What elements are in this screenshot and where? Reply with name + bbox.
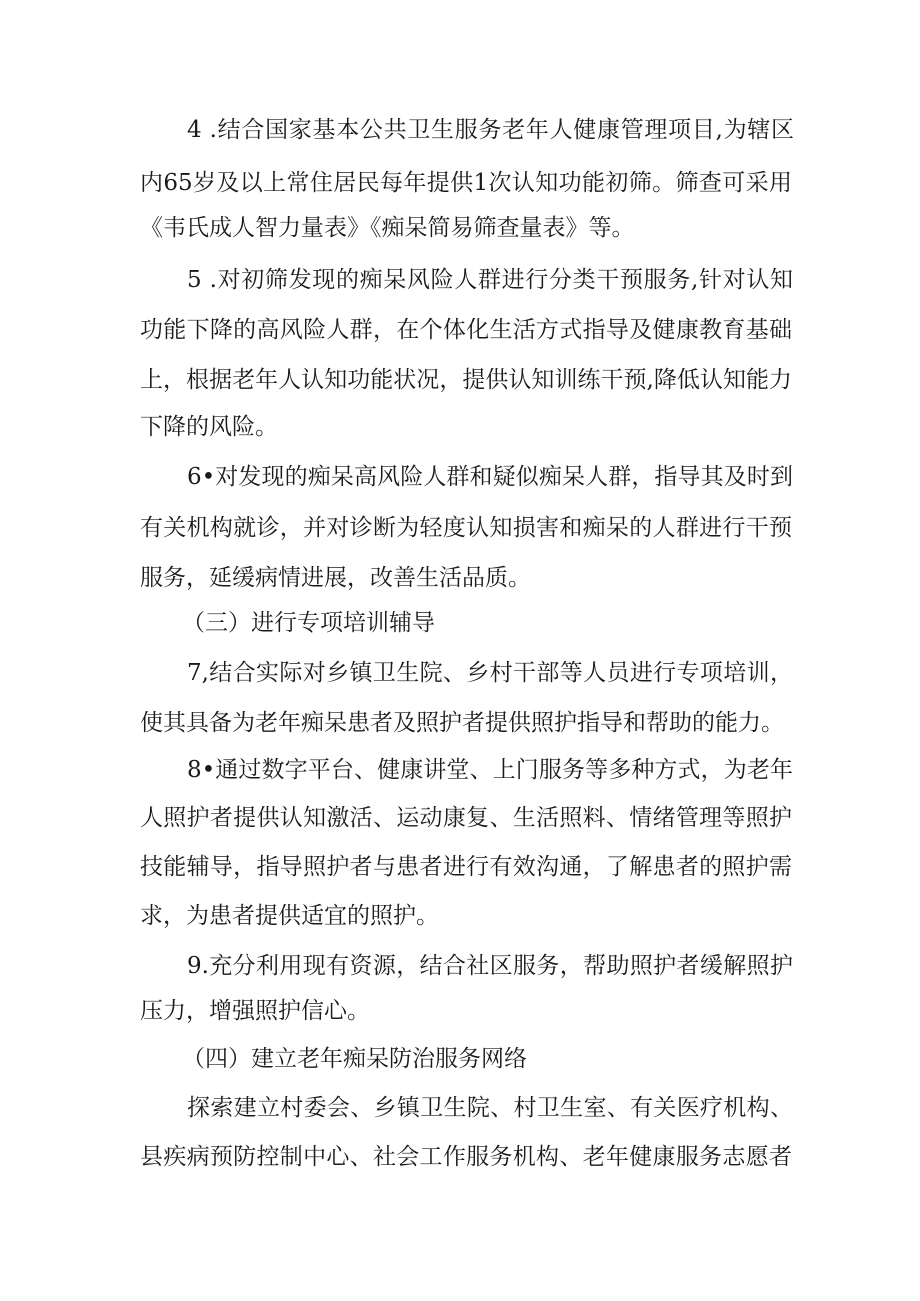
item-5-line-2: 功能下降的高风险人群，在个体化生活方式指导及健康教育基础 <box>140 317 792 343</box>
item-5-line-1: 5 .对初筛发现的痴呆风险人群进行分类干预服务,针对认知 <box>187 267 793 293</box>
item-7-line-1: 7,结合实际对乡镇卫生院、乡村干部等人员进行专项培训， <box>187 660 793 686</box>
item-4-line-1: 4 .结合国家基本公共卫生服务老年人健康管理项目,为辖区 <box>187 117 794 143</box>
item-8-line-2: 人照护者提供认知激活、运动康复、生活照料、情绪管理等照护 <box>140 805 792 831</box>
item-9-line-1: 9.充分利用现有资源，结合社区服务，帮助照护者缓解照护 <box>187 953 793 979</box>
item-6-line-1: 6•对发现的痴呆高风险人群和疑似痴呆人群，指导其及时到 <box>187 464 793 490</box>
item-4-line-2: 内65岁及以上常住居民每年提供1次认知功能初筛。筛查可采用 <box>140 170 792 196</box>
item-9-line-2: 压力，增强照护信心。 <box>140 998 370 1024</box>
section-heading-3: （三）进行专项培训辅导 <box>182 610 435 636</box>
item-5-line-4: 下降的风险。 <box>140 414 278 440</box>
network-line-2: 县疾病预防控制中心、社会工作服务机构、老年健康服务志愿者 <box>140 1144 792 1170</box>
item-6-line-2: 有关机构就诊，并对诊断为轻度认知损害和痴呆的人群进行干预 <box>140 515 792 541</box>
item-4-line-3: 《韦氏成人智力量表》《痴呆简易筛查量表》等。 <box>140 215 635 241</box>
item-5-line-3: 上，根据老年人认知功能状况，提供认知训练干预,降低认知能力 <box>140 367 792 393</box>
network-line-1: 探索建立村委会、乡镇卫生院、村卫生室、有关医疗机构、 <box>187 1095 793 1121</box>
item-7-line-2: 使其具备为老年痴呆患者及照护者提供照护指导和帮助的能力。 <box>140 710 784 736</box>
item-8-line-4: 求，为患者提供适宜的照护。 <box>140 903 439 929</box>
item-8-line-3: 技能辅导，指导照护者与患者进行有效沟通，了解患者的照护需 <box>140 854 792 880</box>
item-8-line-1: 8•通过数字平台、健康讲堂、上门服务等多种方式，为老年 <box>187 757 793 783</box>
section-heading-4: （四）建立老年痴呆防治服务网络 <box>182 1046 527 1072</box>
item-6-line-3: 服务，延缓病情进展，改善生活品质。 <box>140 565 531 591</box>
